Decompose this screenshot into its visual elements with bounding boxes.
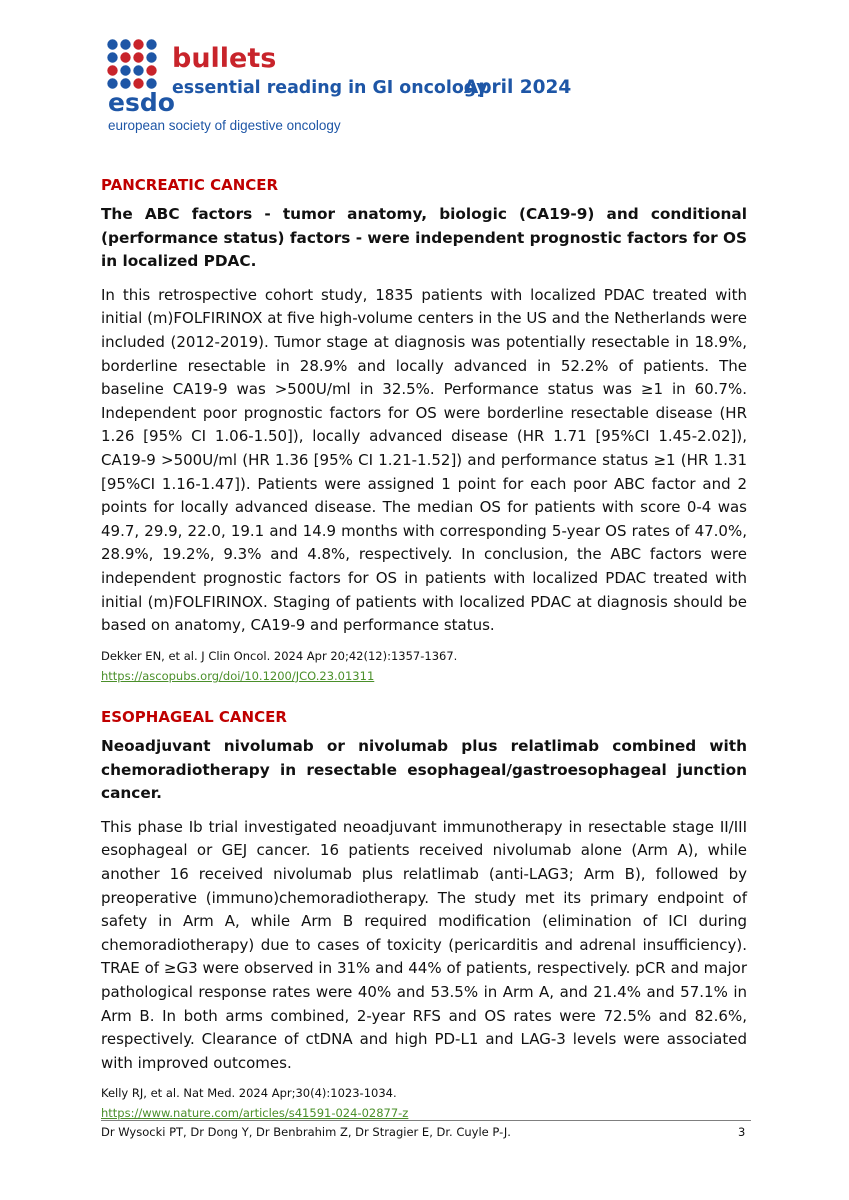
logo-dot [120, 39, 130, 49]
logo-dot [107, 39, 117, 49]
society-name: european society of digestive oncology [108, 118, 341, 133]
article-link[interactable]: https://www.nature.com/articles/s41591-024-02877-z [101, 1106, 409, 1121]
logo-dot [146, 52, 156, 62]
article-pancreatic [101, 175, 747, 685]
article-headline: Neoadjuvant nivolumab or nivolumab plus relatlimab combined with chemoradiotherapy in resectable esophageal/gastroesophageal junction cancer. [101, 737, 747, 803]
article-headline: The ABC factors - tumor anatomy, biologic (CA19-9) and conditional (performance status) factors - were independent prognostic factors for OS in localized PDAC. [101, 205, 747, 271]
logo-dot [133, 65, 143, 75]
page-header [106, 38, 806, 138]
footer-divider [101, 1120, 751, 1121]
logo-dot [146, 65, 156, 75]
logo-dot [146, 39, 156, 49]
publication-tagline: essential reading in GI oncology [172, 78, 488, 98]
logo-dot [120, 52, 130, 62]
section-category: PANCREATIC CANCER [101, 176, 279, 194]
article-body: This phase Ib trial investigated neoadjuvant immunotherapy in resectable stage II/III esophageal or GEJ cancer. 16 patients received nivolumab alone (Arm A), while another 16 received nivolumab plus relatlimab (anti-LAG3; Arm B), followed by preoperative (immuno)chemoradiotherapy. The study met its primary endpoint of safety in Arm A, while Arm B required modification (elimination of ICI during chemoradiotherapy) due to cases of toxicity (pericarditis and adrenal insufficiency). TRAE of ≥G3 were observed in 31% and 44% of patients, respectively. pCR and major pathological response rates were 40% and 53.5% in Arm A, and 21.4% and 57.1% in Arm B. In both arms combined, 2-year RFS and OS rates were 72.5% and 82.6%, respectively. Clearance of ctDNA and high PD-L1 and LAG-3 levels were associated with improved outcomes. [101, 817, 747, 1072]
footer-authors: Dr Wysocki PT, Dr Dong Y, Dr Benbrahim Z, Dr Stragier E, Dr. Cuyle P-J. [101, 1125, 511, 1139]
esdo-logo-text: esdo [108, 88, 175, 117]
article-link[interactable]: https://ascopubs.org/doi/10.1200/JCO.23.01311 [101, 668, 375, 683]
article-body: In this retrospective cohort study, 1835 patients with localized PDAC treated with initial (m)FOLFIRINOX at five high-volume centers in the US and the Netherlands were included (2012-2019). Tumor stage at diagnosis was potentially resectable in 18.9%, borderline resectable in 28.9% and locally advanced in 52.2% of patients. The baseline CA19-9 was >500U/ml in 32.5%. Performance status was ≥1 in 60.7%. Independent poor prognostic factors for OS were borderline resectable disease (HR 1.26 [95% CI 1.06-1.50]), locally advanced disease (HR 1.71 [95%CI 1.45-2.02]), CA19-9 >500U/ml (HR 1.36 [95% CI 1.21-1.52]) and performance status ≥1 (HR 1.31 [95%CI 1.16-1.47]). Patients were assigned 1 point for each poor ABC factor and 2 points for locally advanced disease. The median OS for patients with score 0-4 was 49.7, 29.9, 22.0, 19.1 and 14.9 months with corresponding 5-year OS rates of 47.0%, 28.9%, 19.2%, 9.3% and 4.8%, respectively. In conclusion, the ABC factors were independent prognostic factors for OS in patients with localized PDAC treated with initial (m)FOLFIRINOX. Staging of patients with localized PDAC at diagnosis should be based on anatomy, CA19-9 and performance status. [101, 285, 747, 635]
publication-name: bullets [172, 43, 277, 74]
logo-dot [133, 52, 143, 62]
logo-dot [133, 39, 143, 49]
article-reference: Dekker EN, et al. J Clin Oncol. 2024 Apr 20;42(12):1357-1367. [101, 648, 458, 663]
article-esophageal [101, 707, 747, 1122]
logo-dot [120, 65, 130, 75]
logo-dot [107, 52, 117, 62]
article-reference: Kelly RJ, et al. Nat Med. 2024 Apr;30(4):1023-1034. [101, 1086, 397, 1101]
esdo-logo-dots-icon [106, 38, 158, 90]
issue-date: April 2024 [464, 77, 572, 98]
section-category: ESOPHAGEAL CANCER [101, 708, 287, 726]
logo-dot [107, 65, 117, 75]
page-number: 3 [738, 1125, 746, 1139]
